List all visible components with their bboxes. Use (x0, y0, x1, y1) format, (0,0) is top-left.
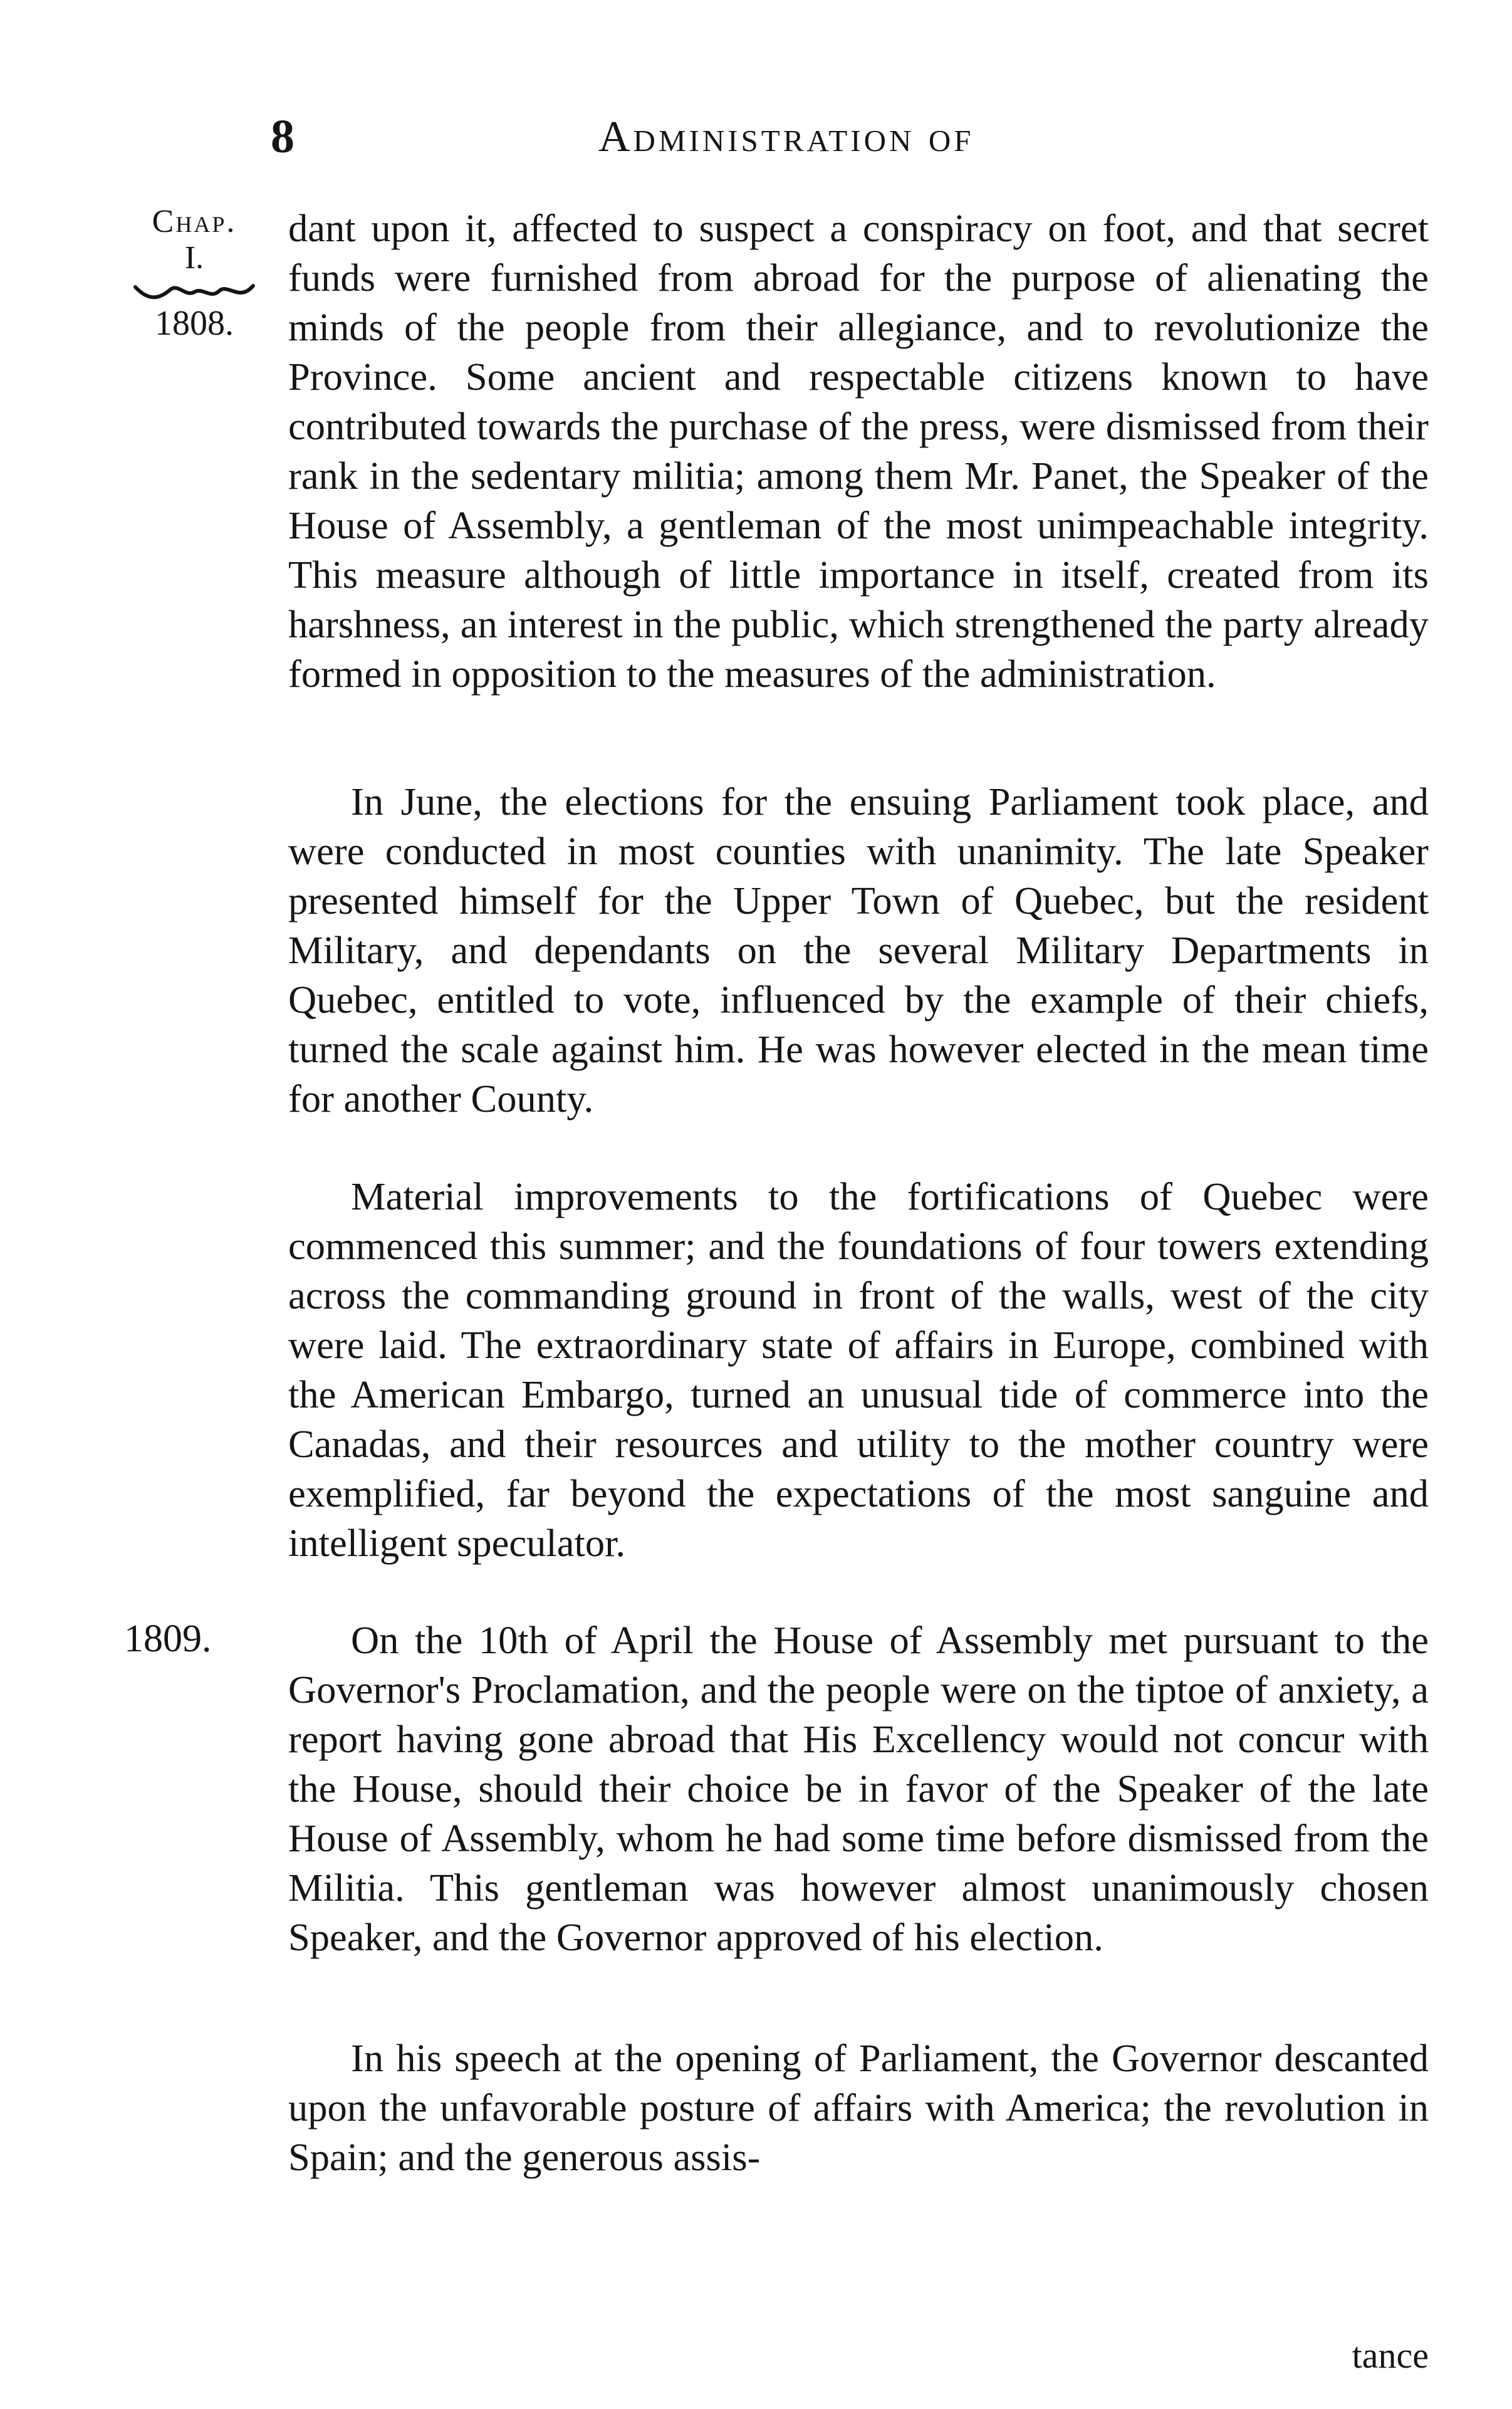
catchword: tance (1352, 2335, 1429, 2376)
margin-chapter-note (113, 206, 276, 341)
paragraph-5: In his speech at the opening of Parliament, the Governor descanted upon the unfavorable posture of affairs with America; the revolution in Spain; and the generous assis- (288, 2036, 1429, 2179)
paragraph-2: In June, the elections for the ensuing Parliament took place, and were conducted in most counties with unanimity. The late Speaker presented himself for the Upper Town of Quebec, but the resident Military, and dependants on the several Military Departments in Quebec, entitled to vote, influenced by the example of their chiefs, turned the scale against him. He was however elected in the mean time for another County. (288, 780, 1429, 1121)
flourish-ornament-icon (132, 278, 257, 303)
page-header (0, 110, 1512, 182)
chapter-number: I. (184, 240, 204, 276)
running-head: Administration of (598, 113, 974, 161)
paragraph-3: Material improvements to the fortifications of Quebec were commenced this summer; and the foundations of four towers extending across the commanding ground in front of the walls, west of the city were laid. The extraordinary state of affairs in Europe, combined with the American Embargo, turned an unusual tide of commerce into the Canadas, and their resources and utility to the mother country were exemplified, far beyond the expectations of the most sanguine and intelligent speculator. (288, 1174, 1429, 1565)
paragraph-4: On the 10th of April the House of Assembly met pursuant to the Governor's Proclamation, and the people were on the tiptoe of anxiety, a report having gone abroad that His Excellency would not concur with the House, should their choice be in favor of the Speaker of the late House of Assembly, whom he had some time before dismissed from the Militia. This gentleman was however almost unanimously chosen Speaker, and the Governor approved of his election. (288, 1618, 1429, 1959)
margin-year-1808: 1808. (155, 304, 234, 343)
chapter-label: Chap. (152, 204, 237, 239)
paragraph-1: dant upon it, affected to suspect a conspiracy on foot, and that secret funds were furnished from abroad for the purpose of alienating the minds of the people from their allegiance, and to revolutionize the Province. Some ancient and respectable citizens known to have contributed towards the purchase of the press, were dismissed from their rank in the sedentary militia; among them Mr. Panet, the Speaker of the House of Assembly, a gentleman of the most unimpeachable integrity. This measure although of little importance in itself, created from its harshness, an interest in the public, which strengthened the party already formed in opposition to the measures of the administration. (288, 206, 1429, 696)
margin-year-1809: 1809. (124, 1617, 212, 1660)
page-number: 8 (271, 110, 295, 163)
